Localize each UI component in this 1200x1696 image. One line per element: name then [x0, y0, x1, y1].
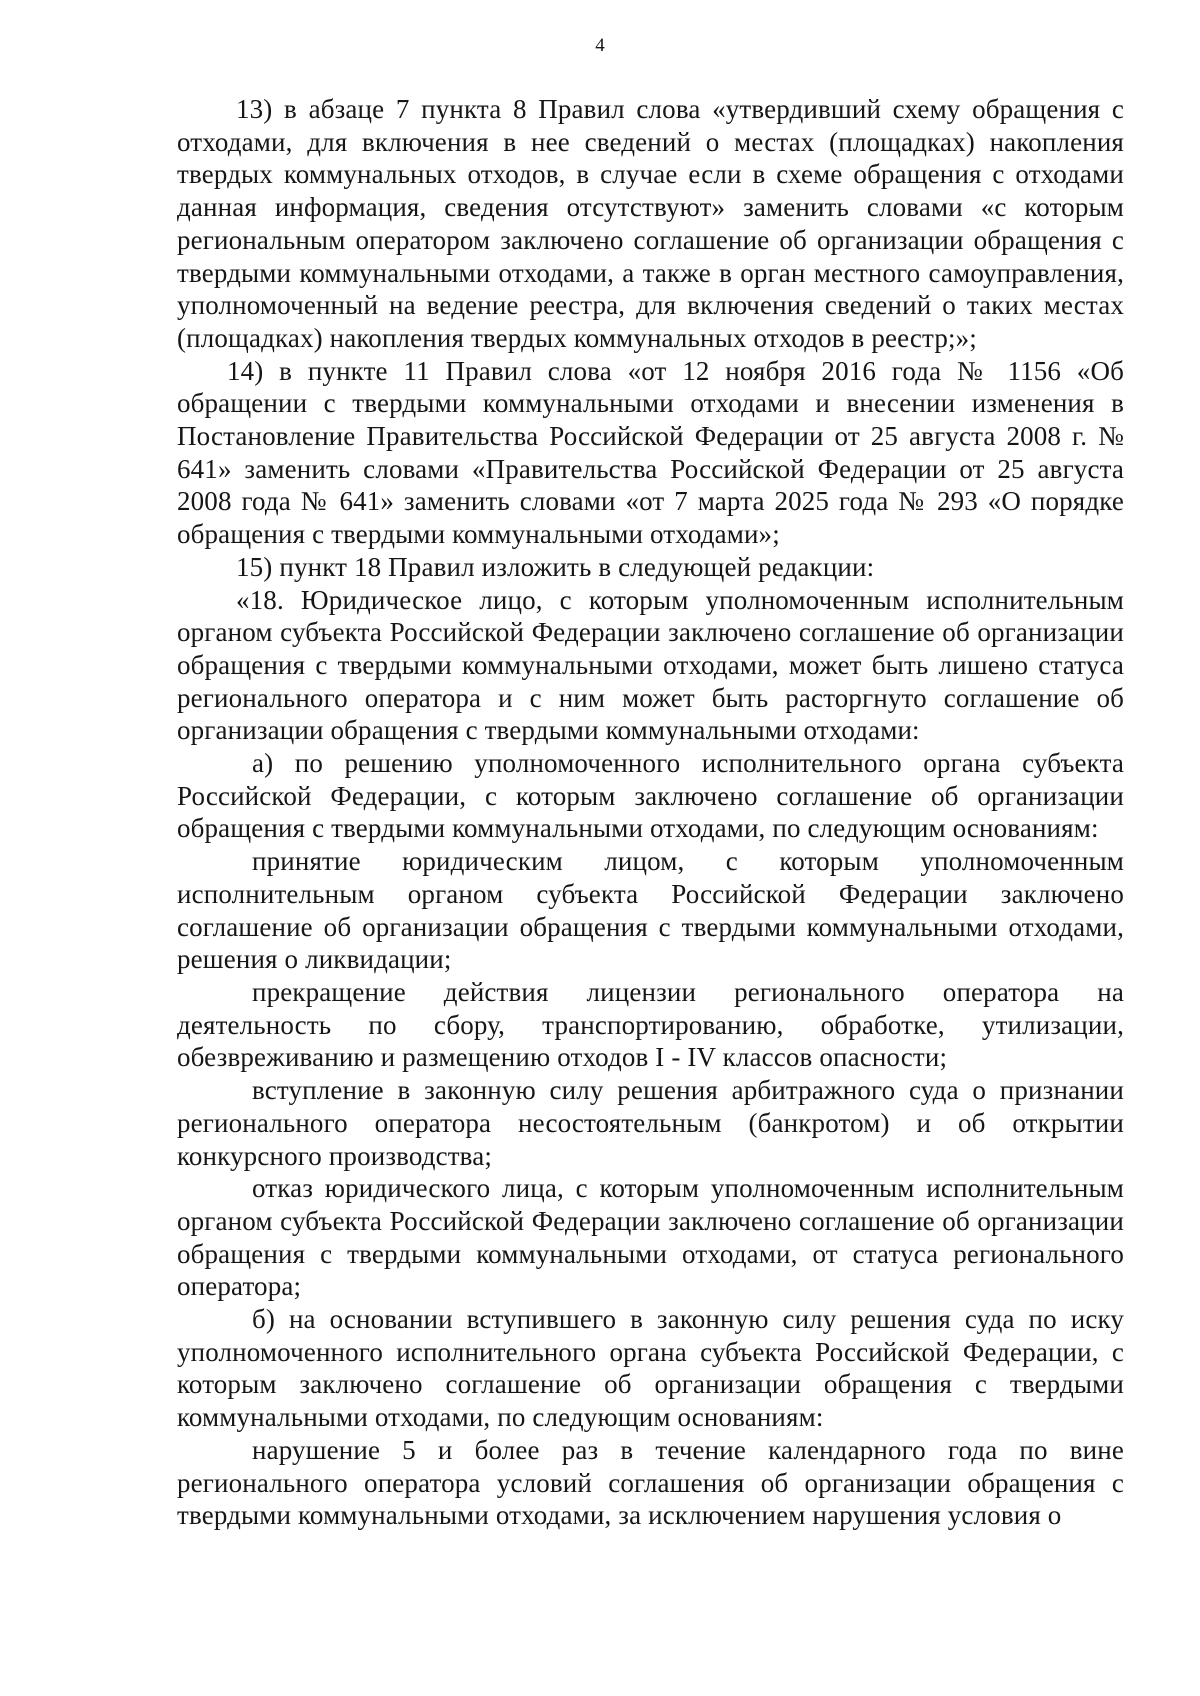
paragraph-item-14: 14) в пункте 11 Правил слова «от 12 ноября 2016 года № 1156 «Об обращении с твердыми коммунальными отходами и внесении изменения в Постановление Правительства Российской Федерации от 25 августа 2008 г. № 641» заменить словами «Правительства Российской Федерации от 25 августа 2008 года № 641» заменить словами «от 7 марта 2025 года № 293 «О порядке обращения с твердыми коммунальными отходами»;: [177, 355, 1124, 550]
document-body: [177, 93, 1124, 1532]
paragraph-subitem-a: а) по решению уполномоченного исполнительного органа субъекта Российской Федерации, с которым заключено соглашение об организации обращения с твердыми коммунальными отходами, по следующим основаниям:: [177, 748, 1124, 844]
paragraph-ground-license: прекращение действия лицензии регионального оператора на деятельность по сбору, транспортированию, обработке, утилизации, обезвреживанию и размещению отходов I - IV классов опасности;: [177, 976, 1124, 1073]
paragraph-subitem-b: б) на основании вступившего в законную силу решения суда по иску уполномоченного исполнительного органа субъекта Российской Федерации, с которым заключено соглашение об организации обращения с твердыми коммунальными отходами, по следующим основаниям:: [177, 1304, 1124, 1433]
paragraph-ground-bankruptcy: вступление в законную силу решения арбитражного суда о признании регионального оператора несостоятельным (банкротом) и об открытии конкурсного производства;: [177, 1075, 1124, 1171]
paragraph-item-15: 15) пункт 18 Правил изложить в следующей редакции:: [236, 551, 875, 582]
paragraph-item-13: 13) в абзаце 7 пункта 8 Правил слова «утвердивший схему обращения с отходами, для включения в нее сведений о местах (площадках) накопления твердых коммунальных отходов, в случае если в схеме обращения с отходами данная информация, сведения отсутствуют» заменить словами «с которым региональным оператором заключено соглашение об организации обращения с твердыми коммунальными отходами, а также в орган местного самоуправления, уполномоченный на ведение реестра, для включения сведений о таких местах (площадках) накопления твердых коммунальных отходов в реестр;»;: [177, 94, 1124, 353]
paragraph-ground-liquidation: принятие юридическим лицом, с которым уполномоченным исполнительным органом субъекта Российской Федерации заключено соглашение об организации обращения с твердыми коммунальными отходами, решения о ликвидации;: [177, 846, 1124, 975]
page-number: 4: [595, 35, 605, 56]
paragraph-rule-18: «18. Юридическое лицо, с которым уполномоченным исполнительным органом субъекта Российской Федерации заключено соглашение об организации обращения с твердыми коммунальными отходами, может быть лишено статуса регионального оператора и с ним может быть расторгнуто соглашение об организации обращения с твердыми коммунальными отходами:: [177, 584, 1124, 746]
paragraph-ground-refusal: отказ юридического лица, с которым уполномоченным исполнительным органом субъекта Российской Федерации заключено соглашение об организации обращения с твердыми коммунальными отходами, от статуса регионального оператора;: [177, 1173, 1124, 1302]
paragraph-ground-violation: нарушение 5 и более раз в течение календарного года по вине регионального оператора условий соглашения об организации обращения с твердыми коммунальными отходами, за исключением нарушения условия о: [177, 1434, 1124, 1531]
